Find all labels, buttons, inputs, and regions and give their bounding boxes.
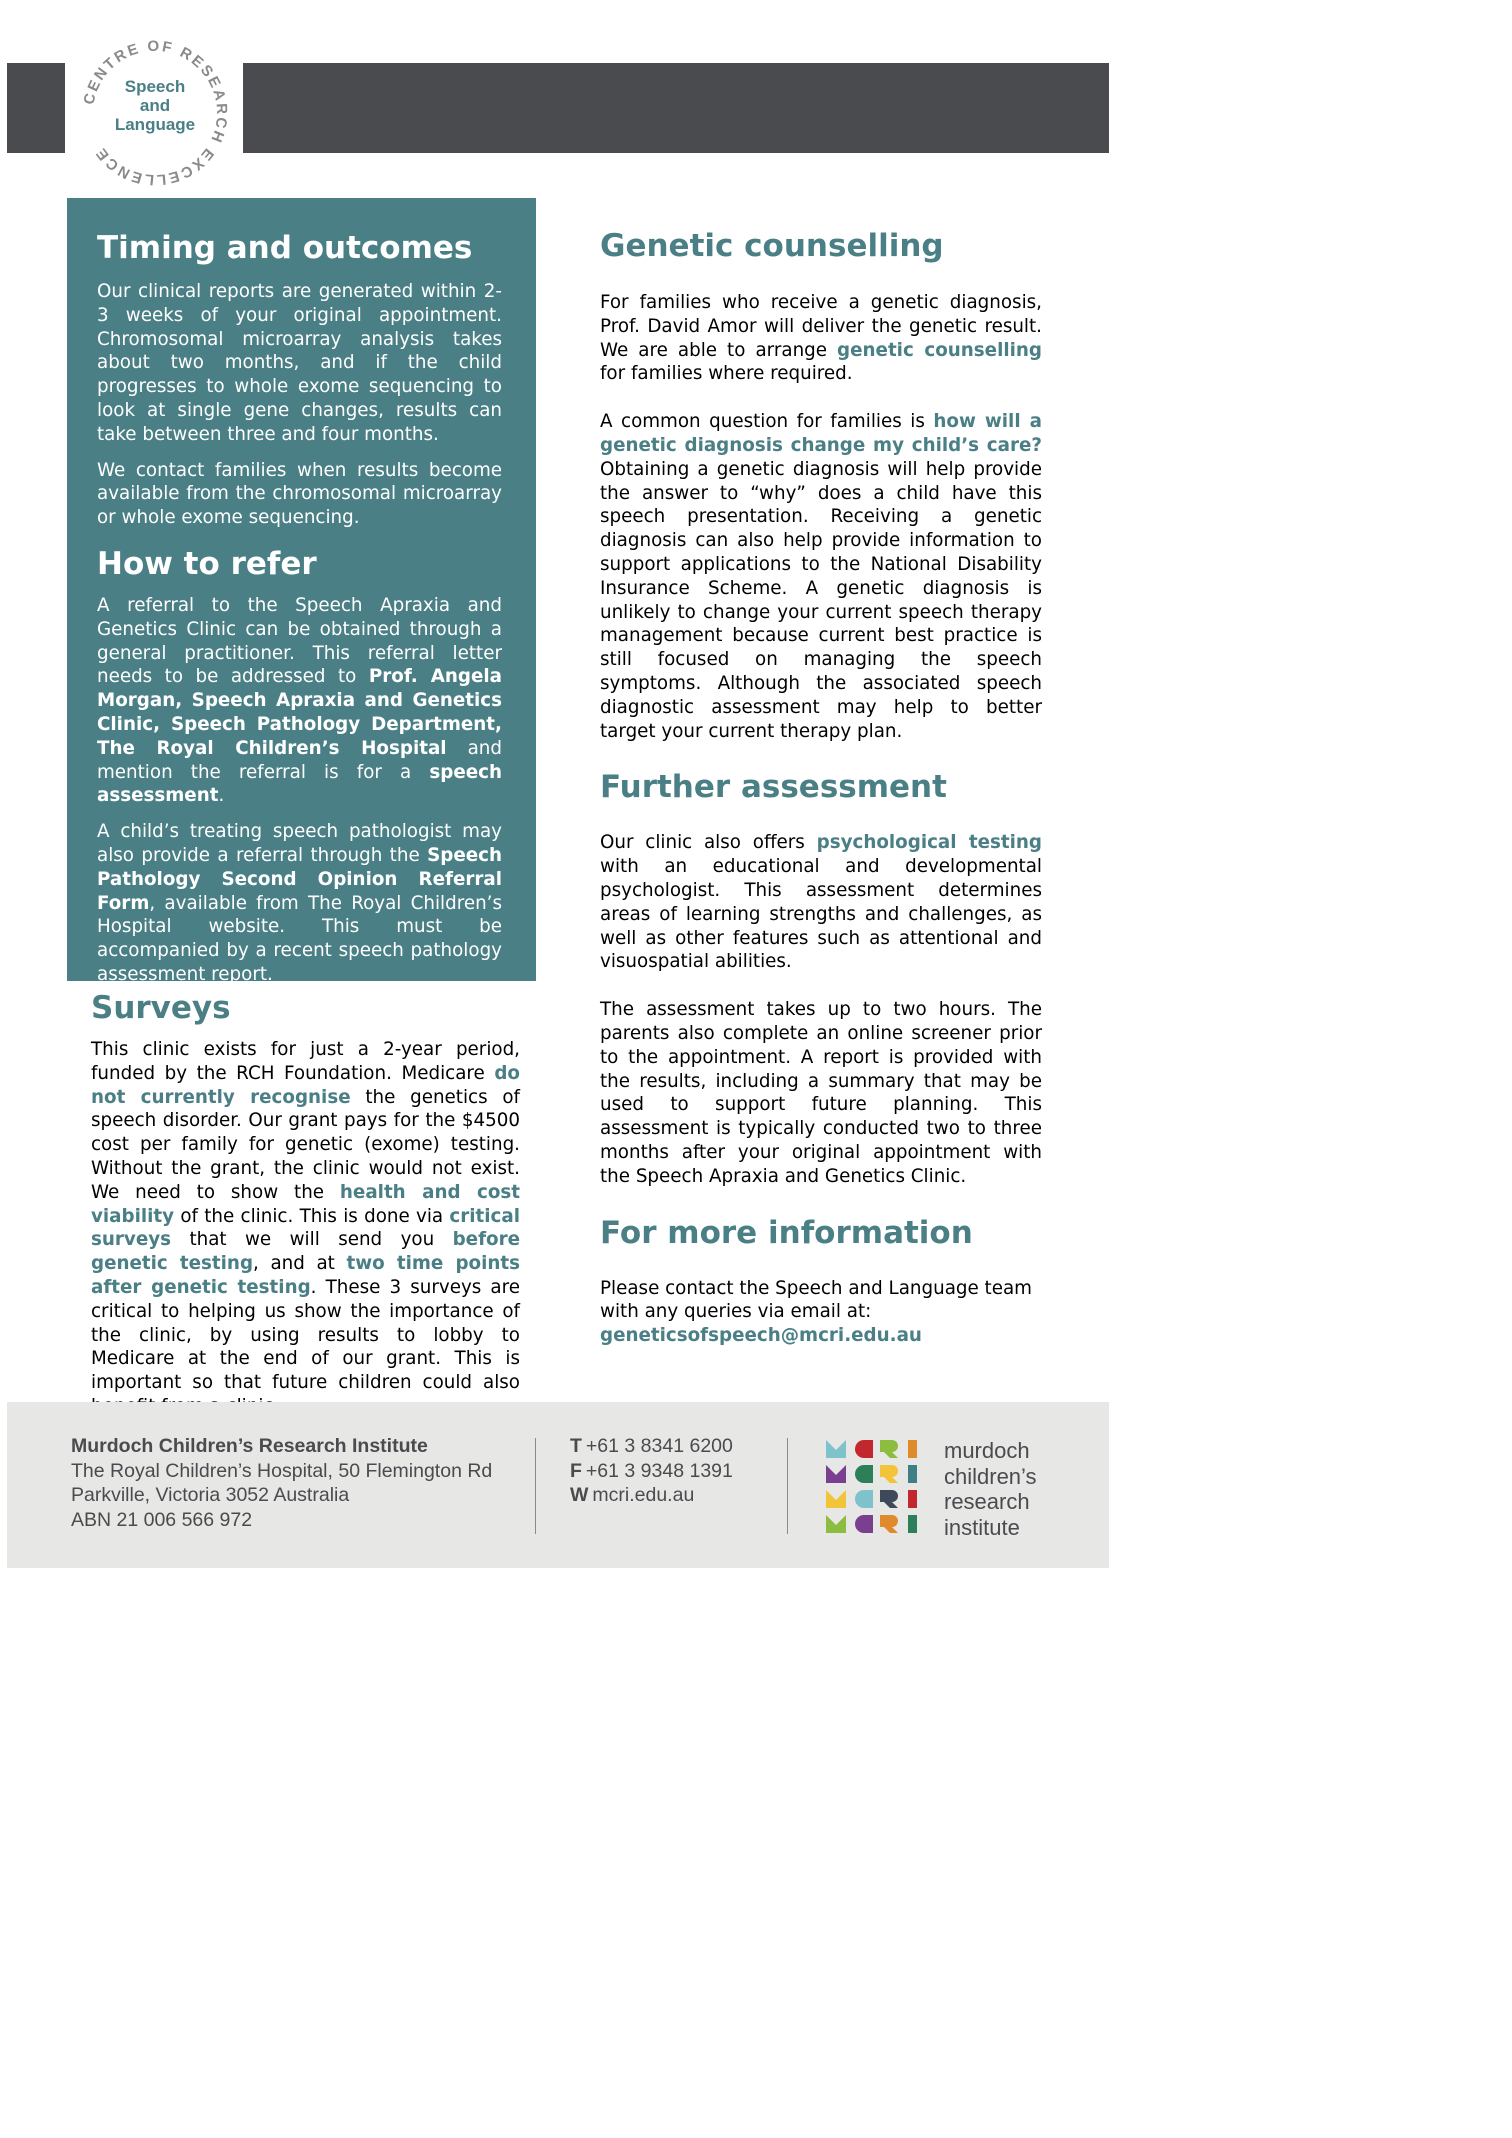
header-bar-left: [7, 63, 65, 153]
footer-website[interactable]: W mcri.edu.au: [570, 1484, 695, 1506]
refer-heading: How to refer: [97, 545, 317, 582]
seal-ring-text: CENTRE OF RESEARCH EXCELLENCE: [80, 38, 230, 188]
further-paragraph-1: Our clinic also offers psychological testing with an educational and developmental psychologist. This assessment determines areas of learning strengths and challenges, as well as other features such as attentional and visuospatial abilities.: [600, 832, 1042, 973]
footer-abn: ABN 21 006 566 972: [71, 1508, 253, 1531]
mcri-logo-wordmark: [944, 1438, 1037, 1540]
footer-address: [71, 1434, 492, 1532]
highlight-not-recognise: do not currently recognise: [91, 1062, 520, 1108]
logo-word: children’s: [944, 1463, 1037, 1489]
footer-address-line: Parkville, Victoria 3052 Australia: [71, 1484, 350, 1506]
surveys-section: [91, 988, 520, 1419]
more-info-heading: For more information: [600, 1214, 973, 1251]
timing-paragraph-1: Our clinical reports are generated within 2-3 weeks of your original appointment. Chromosomal microarray analysis takes about two months, and if the child progresses to whole exome sequencing to look at single gene changes, results can take between three and four months.: [97, 281, 502, 445]
footer-phone: T +61 3 8341 6200: [570, 1435, 733, 1457]
logo-word: murdoch: [944, 1438, 1030, 1463]
timing-paragraph-2: We contact families when results become available from the chromosomal microarray or whole exome sequencing.: [97, 459, 502, 529]
genetic-counselling-link[interactable]: genetic counselling: [837, 339, 1042, 361]
seal-word: Language: [114, 115, 196, 134]
footer-fax: F +61 3 9348 1391: [570, 1459, 733, 1482]
refer-paragraph-2: A child’s treating speech pathologist may also provide a referral through the Speech Pathology Second Opinion Referral Form, available from The Royal Children’s Hospital website. This must be accompanied by a recent speech pathology assessment report.: [97, 821, 502, 985]
footer-contact: [570, 1434, 733, 1508]
footer-org-name: Murdoch Children’s Research Institute: [71, 1435, 428, 1457]
footer-address-line: The Royal Children’s Hospital, 50 Flemington Rd: [71, 1459, 493, 1482]
timing-refer-content: [97, 226, 502, 987]
seal-word: and: [139, 96, 171, 115]
footer-divider: [535, 1438, 536, 1534]
logo-word: research: [944, 1489, 1030, 1514]
right-column: [600, 226, 1042, 1348]
highlight-cost-viability: health and cost viability: [91, 1181, 520, 1227]
highlight-before-testing: before genetic testing: [91, 1229, 520, 1275]
diagnosis-question-highlight: how will a genetic diagnosis change my child’s care?: [600, 411, 1042, 456]
seal-center-text: [110, 77, 200, 134]
footer-divider: [787, 1438, 788, 1534]
psychological-testing-link[interactable]: psychological testing: [816, 832, 1042, 854]
seal-word: Speech: [124, 77, 186, 96]
further-paragraph-2: The assessment takes up to two hours. The parents also complete an online screener prior to the appointment. A report is provided with the results, including a summary that may be used to support future planning. This assessment is typically conducted two to three months after your original appointment with the Speech Apraxia and Genetics Clinic.: [600, 999, 1042, 1187]
surveys-paragraph: This clinic exists for just a 2-year period, funded by the RCH Foundation. Medicare do not currently recognise the genetics of speech disorder. Our grant pays for the $4500 cost per family for genetic (exome) testing. Without the grant, the clinic would not exist. We need to show the health and cost viability of the clinic. This is done via critical surveys that we will send you before genetic testing, and at two time points after genetic testing. These 3 surveys are critical to helping us show the importance of the clinic, by using results to lobby to Medicare at the end of our grant. This is important so that future children could also: [91, 1039, 521, 1394]
referral-form-name: Speech Pathology Second Opinion Referral Form: [97, 844, 502, 914]
refer-paragraph-1: A referral to the Speech Apraxia and Genetics Clinic can be obtained through a general practitioner. This referral letter needs to be addressed to Prof. Angela Morgan, Speech Apraxia and Genetics Clinic, Speech Pathology Department, The Royal Children’s Hospital and mention the referral is for a speech assessment.: [97, 594, 502, 807]
logo-word: institute: [944, 1514, 1020, 1540]
counselling-paragraph-1: For families who receive a genetic diagnosis, Prof. David Amor will deliver the genetic result. We are able to arrange genetic counselling for families where required.: [600, 292, 1042, 385]
mcri-logo-mark: [826, 1438, 936, 1538]
referral-addressee: Prof. Angela Morgan, Speech Apraxia and Genetics Clinic, Speech Pathology Department, The Royal Children’s Hospital: [97, 666, 502, 759]
highlight-after-testing: two time points after genetic testing: [91, 1253, 521, 1298]
header-bar-right: [243, 63, 1109, 153]
contact-email-link[interactable]: geneticsofspeech@mcri.edu.au: [600, 1325, 922, 1347]
counselling-heading: Genetic counselling: [600, 228, 944, 264]
surveys-heading: Surveys: [91, 990, 231, 1026]
speech-assessment-term: speech assessment: [97, 761, 502, 807]
timing-heading: Timing and outcomes: [97, 230, 473, 266]
counselling-paragraph-2: A common question for families is how will a genetic diagnosis change my child’s care? Obtaining a genetic diagnosis will help provide the answer to “why” does a child have this speech presentation. Receiving a genetic diagnosis can also help provide information to support applications to the National Disability Insurance Scheme. A genetic diagnosis is unlikely to change your current speech therapy management because current best practice is still focused on managing the speech symptoms. Although the associated speech diagnostic assessment may help to better target your current therapy plan.: [600, 411, 1042, 742]
more-info-text: Please contact the Speech and Language team with any queries via email at:: [600, 1277, 1032, 1323]
further-assessment-heading: Further assessment: [600, 769, 947, 806]
highlight-critical-surveys: critical surveys: [91, 1205, 520, 1251]
